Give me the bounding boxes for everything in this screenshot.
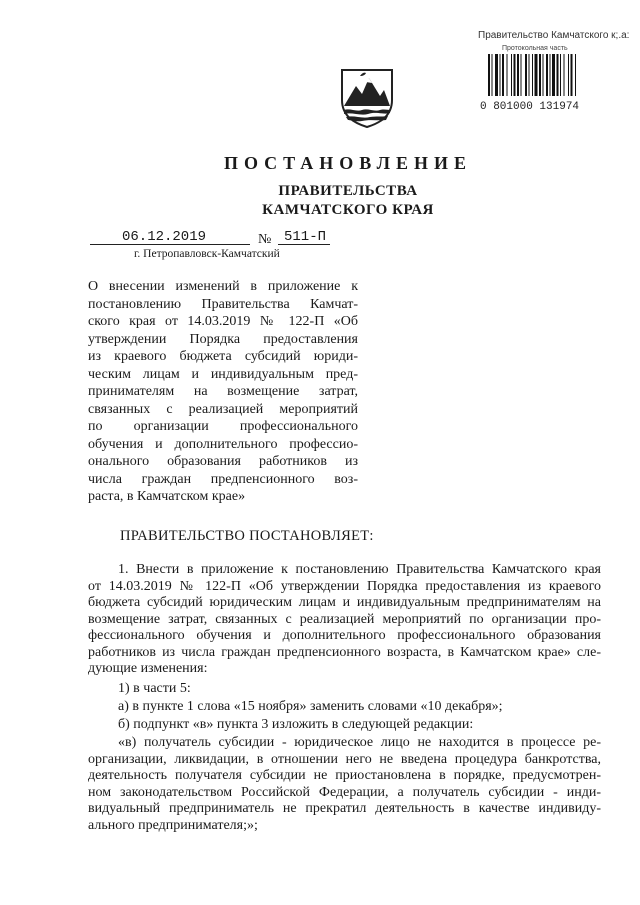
subject-line: раста, в Камчатском крае» (88, 489, 246, 504)
subject-line: постановлению Правительства Камчат- (88, 296, 358, 312)
subject-line: ского края от 14.03.2019 № 122-П «Об (88, 314, 358, 329)
subject-line: обучения и дополнительного профессио- (88, 436, 358, 452)
barcode-bar (514, 54, 516, 96)
body-paragraph-1 (88, 562, 601, 678)
body-line: возмещение затрат, связанных с реализацией мероприятий по организации про- (88, 611, 601, 627)
subject-line: утверждении Порядка предоставления (88, 331, 358, 347)
barcode-bar (552, 54, 555, 96)
barcode-bar (546, 54, 548, 96)
stamp-part-label: Протокольная часть (502, 45, 568, 52)
barcode-bar (560, 54, 561, 96)
body-line: дующие изменения: (88, 661, 208, 676)
body-line: фессионального обучения и дополнительного профессионального образования (88, 628, 601, 643)
quote-paragraph (88, 735, 601, 834)
barcode-bar (557, 54, 559, 96)
item-1: 1) в части 5: (118, 681, 191, 696)
barcode-bar (532, 54, 533, 96)
resolve-heading: ПРАВИТЕЛЬСТВО ПОСТАНОВЛЯЕТ: (120, 528, 374, 544)
barcode-bar (488, 54, 490, 96)
barcode-bar (550, 54, 551, 96)
stamp-number: 0 801000 131974 (480, 101, 580, 113)
body-line: 1. Внести в приложение к постановлению Правительства Камчатского края (118, 562, 601, 577)
body-line: работников из числа граждан предпенсионного возраста, в Камчатском крае» сле- (88, 644, 601, 660)
barcode-bar (500, 54, 501, 96)
item-1a: а) в пункте 1 слова «15 ноября» заменить словами «10 декабря»; (118, 699, 503, 714)
subject-line: числа граждан предпенсионного воз- (88, 471, 358, 487)
subject-line: ческим лицам и индивидуальным пред- (88, 366, 358, 382)
subject-line: по организации профессионального (88, 419, 358, 434)
barcode-bar (539, 54, 541, 96)
number-sign: № (258, 232, 272, 247)
subject-line: принимателям на возмещение затрат, (88, 384, 358, 399)
barcode-bar (517, 54, 519, 96)
doc-date: 06.12.2019 (122, 229, 207, 245)
barcode-bar (525, 54, 527, 96)
barcode-bar (492, 54, 493, 96)
subject-line: О внесении изменений в приложение к (88, 279, 358, 294)
body-line: от 14.03.2019 № 122-П «Об утверждении Порядка предоставления из краевого (88, 578, 601, 594)
kamchatka-emblem-icon (336, 66, 398, 128)
barcode-bar (495, 54, 498, 96)
barcode-bar (529, 54, 530, 96)
doc-subject (88, 278, 358, 506)
doc-number: 511-П (284, 229, 327, 245)
doc-city: г. Петропавловск-Камчатский (134, 248, 280, 260)
barcode-bar (511, 54, 512, 96)
barcode-bar (564, 54, 565, 96)
barcode-bar (575, 54, 576, 96)
body-line: бюджета субсидий юридическим лицам и индивидуальным предпринимателям на (88, 595, 601, 610)
doc-issuer-line1: ПРАВИТЕЛЬСТВА (278, 183, 418, 199)
doc-issuer-line2: КАМЧАТСКОГО КРАЯ (262, 202, 434, 218)
subject-line: онального образования работников из (88, 454, 358, 469)
quote-line: ального предпринимателя;»; (88, 817, 258, 833)
barcode-bar (571, 54, 573, 96)
subject-line: связанных с реализацией мероприятий (88, 401, 358, 417)
item-1b: б) подпункт «в» пункта 3 изложить в следующей редакции: (118, 717, 474, 732)
quote-line: организации, ликвидации, в отношении него не введена процедура банкротства, (88, 751, 601, 767)
barcode-bar (507, 54, 508, 96)
subject-line: из краевого бюджета субсидий юриди- (88, 349, 358, 364)
quote-line: деятельность получателя субсидии не приостановлена в порядке, предусмотрен- (88, 768, 601, 783)
stamp-org-name: Правительство Камчатского к;.а: (478, 30, 630, 41)
doc-title: ПОСТАНОВЛЕНИЕ (223, 153, 473, 173)
barcode-bar (543, 54, 544, 96)
quote-line: «в) получатель субсидии - юридическое лицо не находится в процессе ре- (118, 735, 601, 750)
barcode-bar (535, 54, 538, 96)
barcode-bar (502, 54, 504, 96)
barcode-bar (568, 54, 569, 96)
barcode (486, 54, 616, 96)
barcode-bar (521, 54, 522, 96)
quote-line: видуальный предприниматель не прекратил деятельность в качестве индивиду- (88, 801, 601, 816)
quote-line: ном законодательством Российской Федерации, а получатель субсидии - инди- (88, 784, 601, 800)
